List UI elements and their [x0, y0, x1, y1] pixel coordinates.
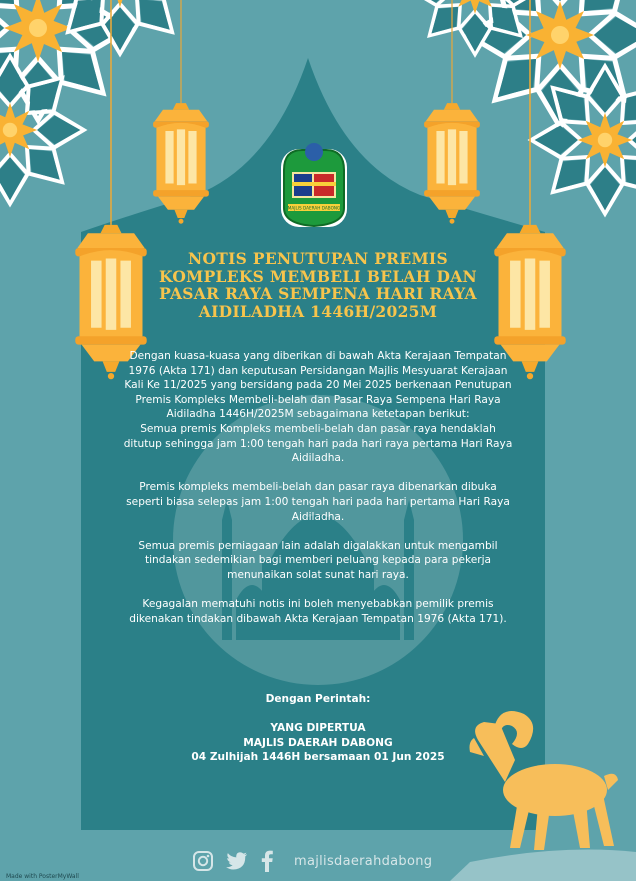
instagram-icon[interactable] [192, 850, 214, 872]
point-paragraph: Premis kompleks membeli-belah dan pasar raya dibenarkan dibuka seperti biasa selepas jam 1:00 tengah hari pada hari pertama Hari Raya Aidiladha. [126, 481, 510, 523]
signature-by: Dengan Perintah: [265, 693, 371, 705]
svg-text:MAJLIS DAERAH DABONG: MAJLIS DAERAH DABONG [287, 205, 341, 211]
intro-paragraph: Dengan kuasa-kuasa yang diberikan di bawah Akta Kerajaan Tempatan 1976 (Akta 171) dan keputusan Persidangan Majlis Mesyuarat Kerajaan Kali Ke 11/2025 yang bersidang pada 20 Mei 2025 berkenaan Penutupan Premis Kompleks Membeli-belah dan Pasar Raya Sempena Hari Raya Aidiladha 1446H/2025M sebagaimana ketetapan berikut: [124, 350, 512, 421]
title-line: KOMPLEKS MEMBELI BELAH DAN [158, 266, 478, 286]
council-logo [281, 143, 347, 227]
signature-title: YANG DIPERTUA [270, 722, 366, 735]
signature-block [120, 692, 516, 765]
title-line: AIDILADHA 1446H/2025M [198, 301, 438, 321]
notice-title [110, 250, 526, 320]
social-handle[interactable]: majlisdaerahdabong [294, 853, 433, 869]
signature-organisation: MAJLIS DAERAH DABONG [243, 736, 393, 749]
facebook-icon[interactable] [260, 850, 274, 872]
point-paragraph: Semua premis perniagaan lain adalah digalakkan untuk mengambil tindakan sedemikian bagi memberi peluang kepada para pekerja menunaikan solat sunat hari raya. [138, 539, 498, 581]
watermark: Made with PosterMyWall [6, 873, 79, 880]
point-paragraph: Semua premis Kompleks membeli-belah dan pasar raya hendaklah ditutup sehingga jam 1:00 tengah hari pada hari raya pertama Hari Raya Aidiladha. [123, 422, 513, 465]
title-line: PASAR RAYA SEMPENA HARI RAYA [159, 284, 477, 303]
signature-date: 04 Zulhijah 1446H bersamaan 01 Jun 2025 [191, 751, 445, 764]
notice-body [120, 349, 516, 641]
twitter-icon[interactable] [226, 851, 248, 871]
point-paragraph: Kegagalan mematuhi notis ini boleh menyebabkan pemilik premis dikenakan tindakan dibawah Akta Kerajaan Tempatan 1976 (Akta 171). [129, 598, 507, 625]
title-line: NOTIS PENUTUPAN PREMIS [188, 249, 448, 268]
social-footer [192, 848, 432, 874]
